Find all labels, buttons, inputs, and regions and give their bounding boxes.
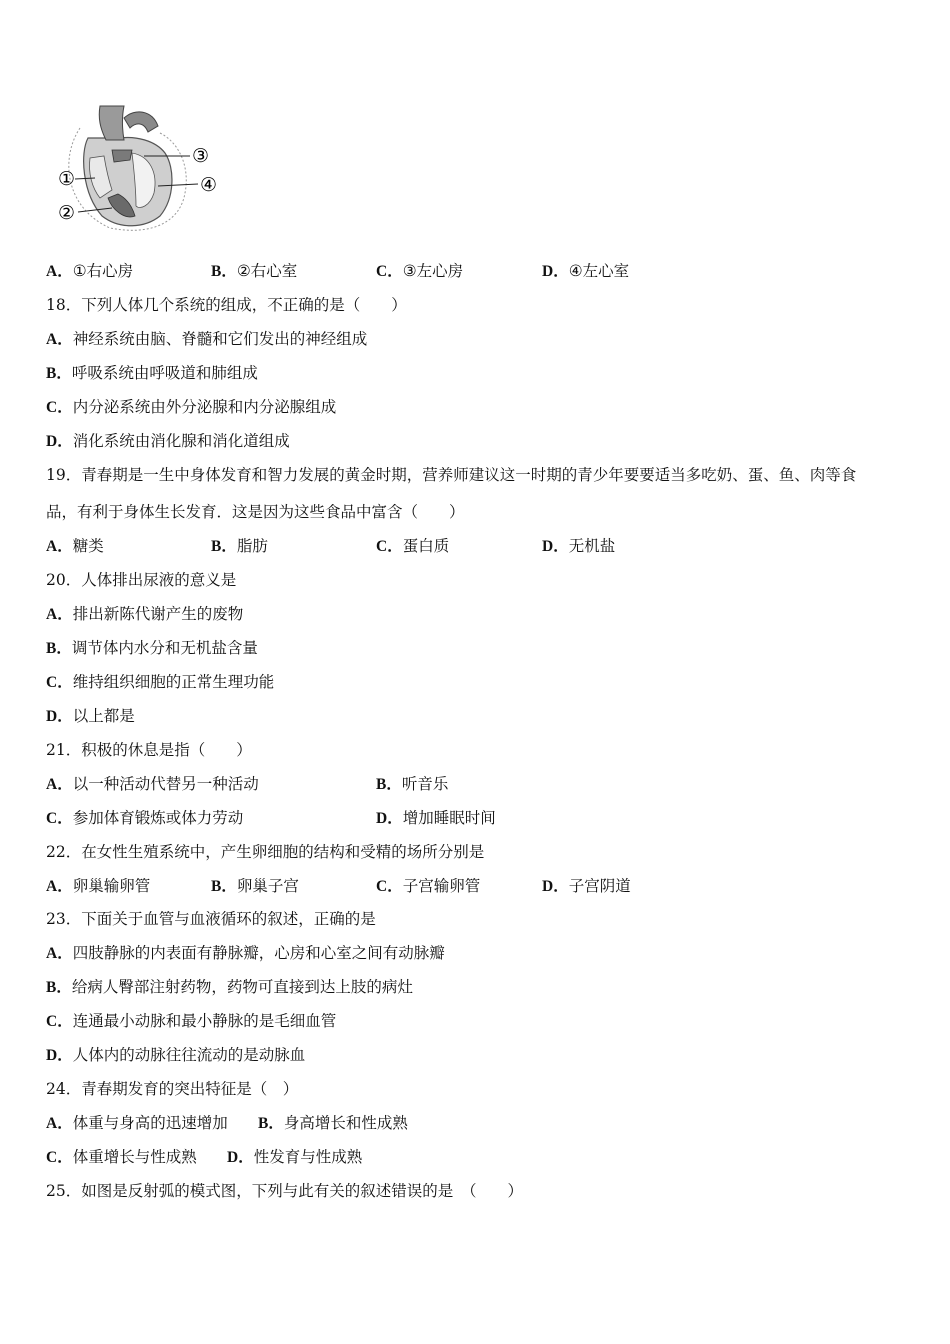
q24-option-d: D．性发育与性成熟 (227, 1148, 363, 1166)
q24-option-a: A．体重与身高的迅速增加 (46, 1114, 228, 1132)
q22-option-c: C．子宫输卵管 (376, 877, 481, 895)
q22-option-a: A．卵巢输卵管 (46, 877, 151, 895)
q22-stem: 22．在女性生殖系统中，产生卵细胞的结构和受精的场所分别是 (46, 843, 485, 861)
q20-option-a: A．排出新陈代谢产生的废物 (46, 605, 244, 623)
label-2: ② (58, 202, 76, 224)
q23-stem: 23．下面关于血管与血液循环的叙述，正确的是 (46, 910, 376, 928)
label-3: ③ (192, 145, 210, 167)
q24-option-c: C．体重增长与性成熟 (46, 1148, 197, 1166)
label-4: ④ (200, 174, 218, 196)
q18-option-a: A．神经系统由脑、脊髓和它们发出的神经组成 (46, 330, 368, 348)
heart-diagram (40, 98, 230, 238)
q23-option-c: C．连通最小动脉和最小静脉的是毛细血管 (46, 1012, 337, 1030)
q17-option-a: A．①右心房 (46, 262, 134, 280)
q17-option-d: D．④左心室 (542, 262, 630, 280)
q22-option-b: B．卵巢子宫 (211, 877, 299, 895)
q22-option-d: D．子宫阴道 (542, 877, 631, 895)
q21-option-c: C．参加体育锻炼或体力劳动 (46, 809, 244, 827)
q23-option-d: D．人体内的动脉往往流动的是动脉血 (46, 1046, 306, 1064)
q20-option-d: D．以上都是 (46, 707, 135, 725)
q18-option-c: C．内分泌系统由外分泌腺和内分泌腺组成 (46, 398, 337, 416)
q25-stem: 25．如图是反射弧的模式图，下列与此有关的叙述错误的是 （ ） (46, 1182, 523, 1200)
q18-option-d: D．消化系统由消化腺和消化道组成 (46, 432, 290, 450)
q19-stem-line2: 品，有利于身体生长发育．这是因为这些食品中富含（ ） (46, 503, 465, 521)
q20-option-b: B．调节体内水分和无机盐含量 (46, 639, 258, 657)
q17-option-c: C．③左心房 (376, 262, 464, 280)
q19-stem-line1: 19．青春期是一生中身体发育和智力发展的黄金时期，营养师建议这一时期的青少年要要适当多吃奶、蛋、鱼、肉等食 (46, 466, 857, 484)
q19-option-d: D．无机盐 (542, 537, 616, 555)
q18-option-b: B．呼吸系统由呼吸道和肺组成 (46, 364, 258, 382)
q19-option-b: B．脂肪 (211, 537, 268, 555)
q19-option-c: C．蛋白质 (376, 537, 450, 555)
label-1: ① (58, 168, 76, 190)
q21-option-d: D．增加睡眠时间 (376, 809, 496, 827)
q20-stem: 20．人体排出尿液的意义是 (46, 571, 237, 589)
heart-diagram-svg (40, 98, 230, 238)
q24-stem: 24．青春期发育的突出特征是（ ） (46, 1080, 299, 1098)
q18-stem: 18．下列人体几个系统的组成，不正确的是（ ） (46, 296, 407, 314)
q23-option-b: B．给病人臀部注射药物，药物可直接到达上肢的病灶 (46, 978, 413, 996)
q21-option-b: B．听音乐 (376, 775, 449, 793)
q17-option-b: B．②右心室 (211, 262, 298, 280)
q23-option-a: A．四肢静脉的内表面有静脉瓣，心房和心室之间有动脉瓣 (46, 944, 445, 962)
q20-option-c: C．维持组织细胞的正常生理功能 (46, 673, 275, 691)
q19-option-a: A．糖类 (46, 537, 104, 555)
q24-option-b: B．身高增长和性成熟 (258, 1114, 408, 1132)
q21-stem: 21．积极的休息是指（ ） (46, 741, 252, 759)
q21-option-a: A．以一种活动代替另一种活动 (46, 775, 259, 793)
